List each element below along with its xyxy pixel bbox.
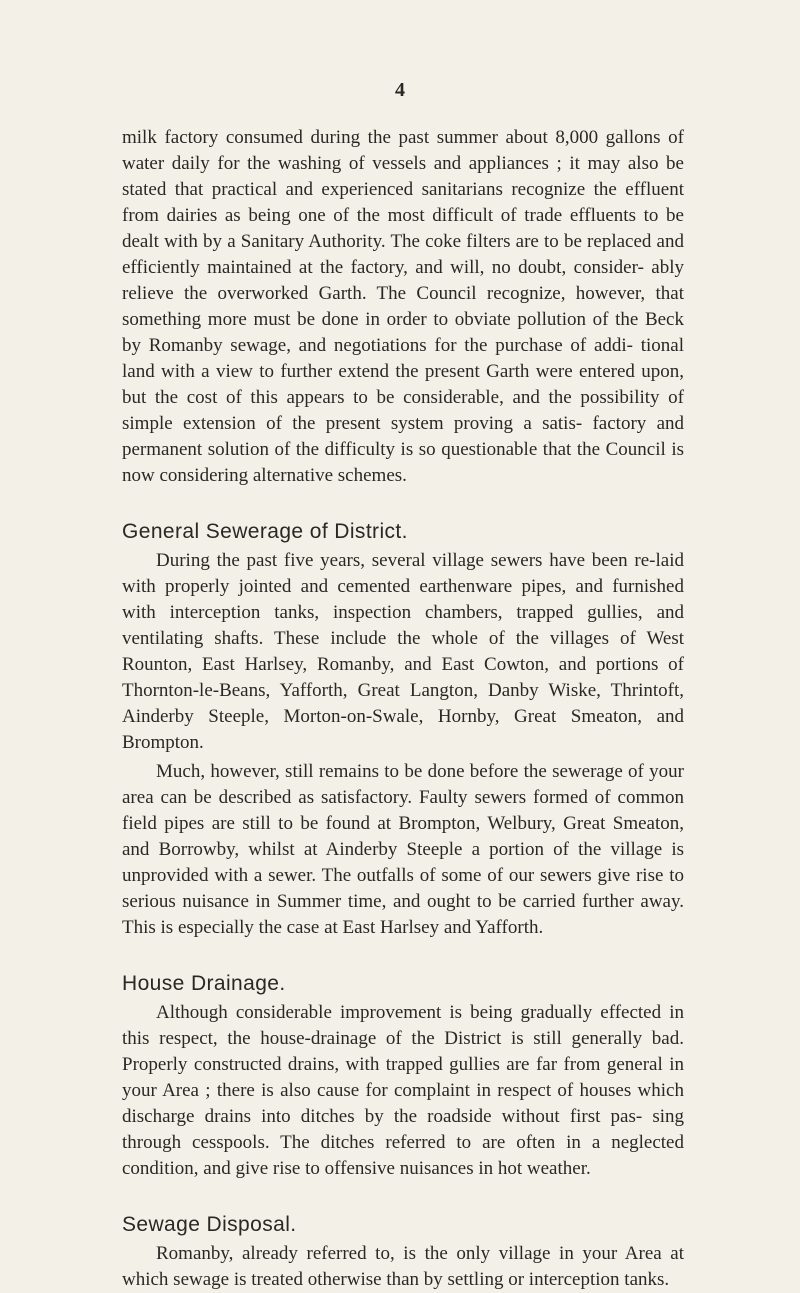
paragraph-milk-factory: milk factory consumed during the past summer about 8,000 gallons of water daily for the washing of vessels and appliances ; it may also be stated that practical and experienced sanitarians recognize the effluent from dairies as being one of the most difficult of trade effluents to be dealt with by a Sanitary Authority. The coke filters are to be replaced and efficiently maintained at the factory, and will, no doubt, consider- ably relieve the overworked Garth. The Council recognize, however, that something more must be done in order to obviate pollution of the Beck by Romanby sewage, and negotiations for the purchase of addi- tional land with a view to further extend the present Garth were entered upon, but the cost of this appears to be considerable, and the possibility of simple extension of the present system proving a satis- factory and permanent solution of the difficulty is so questionable that the Council is now considering alternative schemes. — [122, 127, 684, 486]
heading-house-drainage: House Drainage. — [122, 972, 286, 995]
page-number: 4 — [395, 79, 405, 101]
heading-general-sewerage: General Sewerage of District. — [122, 520, 408, 543]
heading-sewage-disposal: Sewage Disposal. — [122, 1213, 297, 1236]
page-body — [122, 125, 684, 1293]
paragraph-sewage-disposal: Romanby, already referred to, is the only village in your Area at which sewage is treated otherwise than by settling or interception tanks. — [122, 1243, 684, 1290]
paragraph-house-drainage: Although considerable improvement is being gradually effected in this respect, the house-drainage of the District is still generally bad. Properly constructed drains, with trapped gullies are far from general in your Area ; there is also cause for complaint in respect of houses which discharge drains into ditches by the roadside without first pas- sing through cesspools. The ditches referred to are often in a neglected condition, and give rise to offensive nuisances in hot weather. — [122, 1002, 684, 1179]
paragraph-sewers-relaid: During the past five years, several village sewers have been re-laid with properly jointed and cemented earthenware pipes, and furnished with interception tanks, inspection chambers, trapped gullies, and ventilating shafts. These include the whole of the villages of West Rounton, East Harlsey, Romanby, and East Cowton, and portions of Thornton-le-Beans, Yafforth, Great Langton, Danby Wiske, Thrintoft, Ainderby Steeple, Morton-on-Swale, Hornby, Great Smeaton, and Brompton. — [122, 550, 684, 753]
paragraph-faulty-sewers: Much, however, still remains to be done before the sewerage of your area can be described as satisfactory. Faulty sewers formed of common field pipes are still to be found at Brompton, Welbury, Great Smeaton, and Borrowby, whilst at Ainderby Steeple a portion of the village is unprovided with a sewer. The outfalls of some of our sewers give rise to serious nuisance in Summer time, and ought to be carried further away. This is especially the case at East Harlsey and Yafforth. — [122, 761, 684, 938]
